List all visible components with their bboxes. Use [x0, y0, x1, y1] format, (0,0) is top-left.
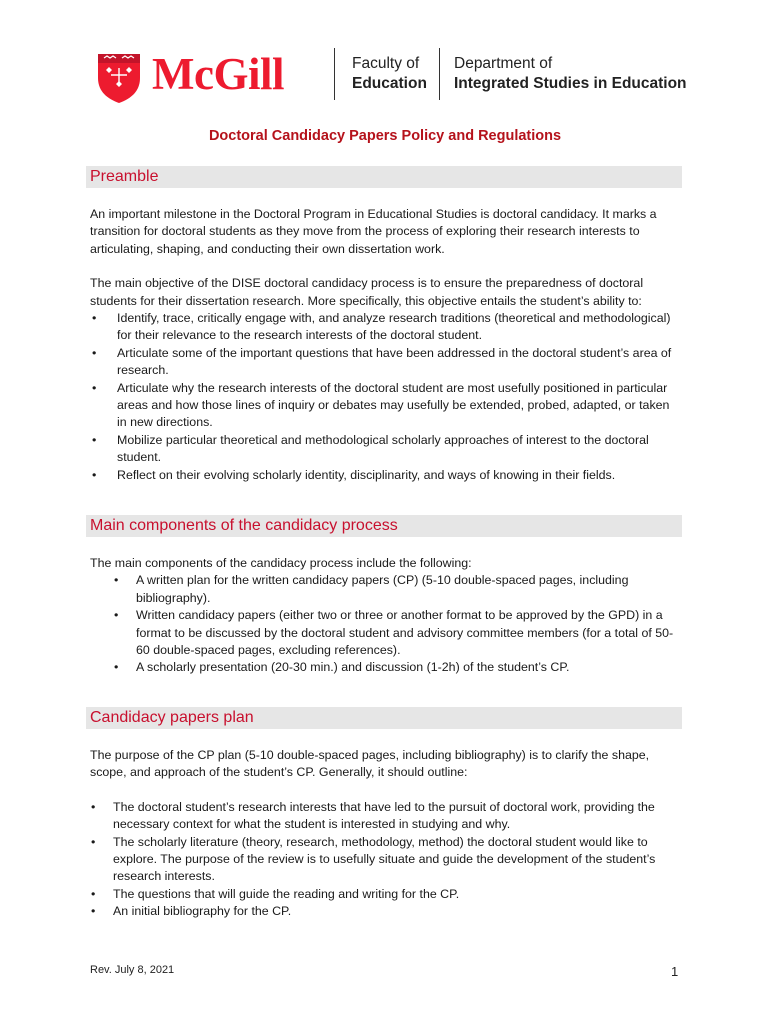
- mcgill-crest-icon: [96, 48, 142, 104]
- list-item: • The questions that will guide the reading and writing for the CP.: [91, 886, 460, 901]
- list-item: • The doctoral student’s research interests that have led to the pursuit of doctoral work, providing the necessary context for what the student is interested in studying and why.: [91, 799, 655, 832]
- department-label: Department of Integrated Studies in Education: [454, 55, 687, 92]
- letterhead: [96, 46, 696, 106]
- document-title: Doctoral Candidacy Papers Policy and Regulations: [208, 128, 562, 144]
- list-item: • A written plan for the written candidacy papers (CP) (5-10 double-spaced pages, including bibliography).: [114, 573, 629, 605]
- section-heading-plan: Candidacy papers plan: [86, 707, 682, 729]
- preamble-body: [90, 206, 682, 484]
- header-divider: [439, 48, 440, 100]
- list-item: • An initial bibliography for the CP.: [91, 904, 292, 919]
- plan-body: [90, 747, 682, 921]
- mcgill-wordmark: McGill: [152, 49, 284, 99]
- list-item: • The scholarly literature (theory, research, methodology, method) the doctoral student would like to explore. The purpose of the review is to usefully situate and guide the development of the student’s research interests.: [91, 834, 656, 884]
- bullet-list: [90, 799, 682, 921]
- bullet-list: [90, 310, 682, 484]
- list-item: • Articulate some of the important questions that have been addressed in the doctoral student’s area of research.: [92, 345, 672, 378]
- list-item: • A scholarly presentation (20-30 min.) and discussion (1-2h) of the student’s CP.: [114, 660, 570, 675]
- components-body: [90, 555, 682, 677]
- list-item: • Reflect on their evolving scholarly identity, disciplinarity, and ways of knowing in their fields.: [92, 467, 616, 482]
- revision-date: Rev. July 8, 2021: [90, 964, 175, 976]
- section-heading-preamble: Preamble: [86, 166, 682, 188]
- paragraph: The main objective of the DISE doctoral candidacy process is to ensure the preparedness of doctoral students for their dissertation research. More specifically, this objective entails the student’s ability to:: [90, 276, 644, 308]
- bullet-list: [90, 572, 682, 676]
- paragraph: The main components of the candidacy process include the following:: [90, 556, 472, 570]
- list-item: • Written candidacy papers (either two or three or another format to be approved by the GPD) in a format to be discussed by the doctoral student and advisory committee members (for a total of 50-60 double-spaced pages, excluding references).: [114, 608, 674, 658]
- list-item: • Articulate why the research interests of the doctoral student are most usefully positioned in particular areas and how those lines of inquiry or debates may usefully be extended, probed, adapted, or taken in new directions.: [92, 380, 670, 430]
- section-heading-components: Main components of the candidacy process: [86, 515, 682, 537]
- list-item: • Identify, trace, critically engage with, and analyze research traditions (theoretical and methodological) for their relevance to the research interests of the doctoral student.: [92, 311, 671, 343]
- list-item: • Mobilize particular theoretical and methodological scholarly approaches of interest to the doctoral student.: [92, 432, 649, 465]
- paragraph: The purpose of the CP plan (5-10 double-spaced pages, including bibliography) is to clarify the shape, scope, and approach of the student’s CP. Generally, it should outline:: [90, 748, 650, 780]
- paragraph: An important milestone in the Doctoral Program in Educational Studies is doctoral candidacy. It marks a transition for doctoral students as they move from the process of exploring their research interests to articulating, shaping, and conducting their own dissertation work.: [90, 207, 657, 256]
- page-number: 1: [671, 964, 679, 979]
- faculty-label: Faculty of Education: [352, 55, 427, 92]
- header-divider: [334, 48, 335, 100]
